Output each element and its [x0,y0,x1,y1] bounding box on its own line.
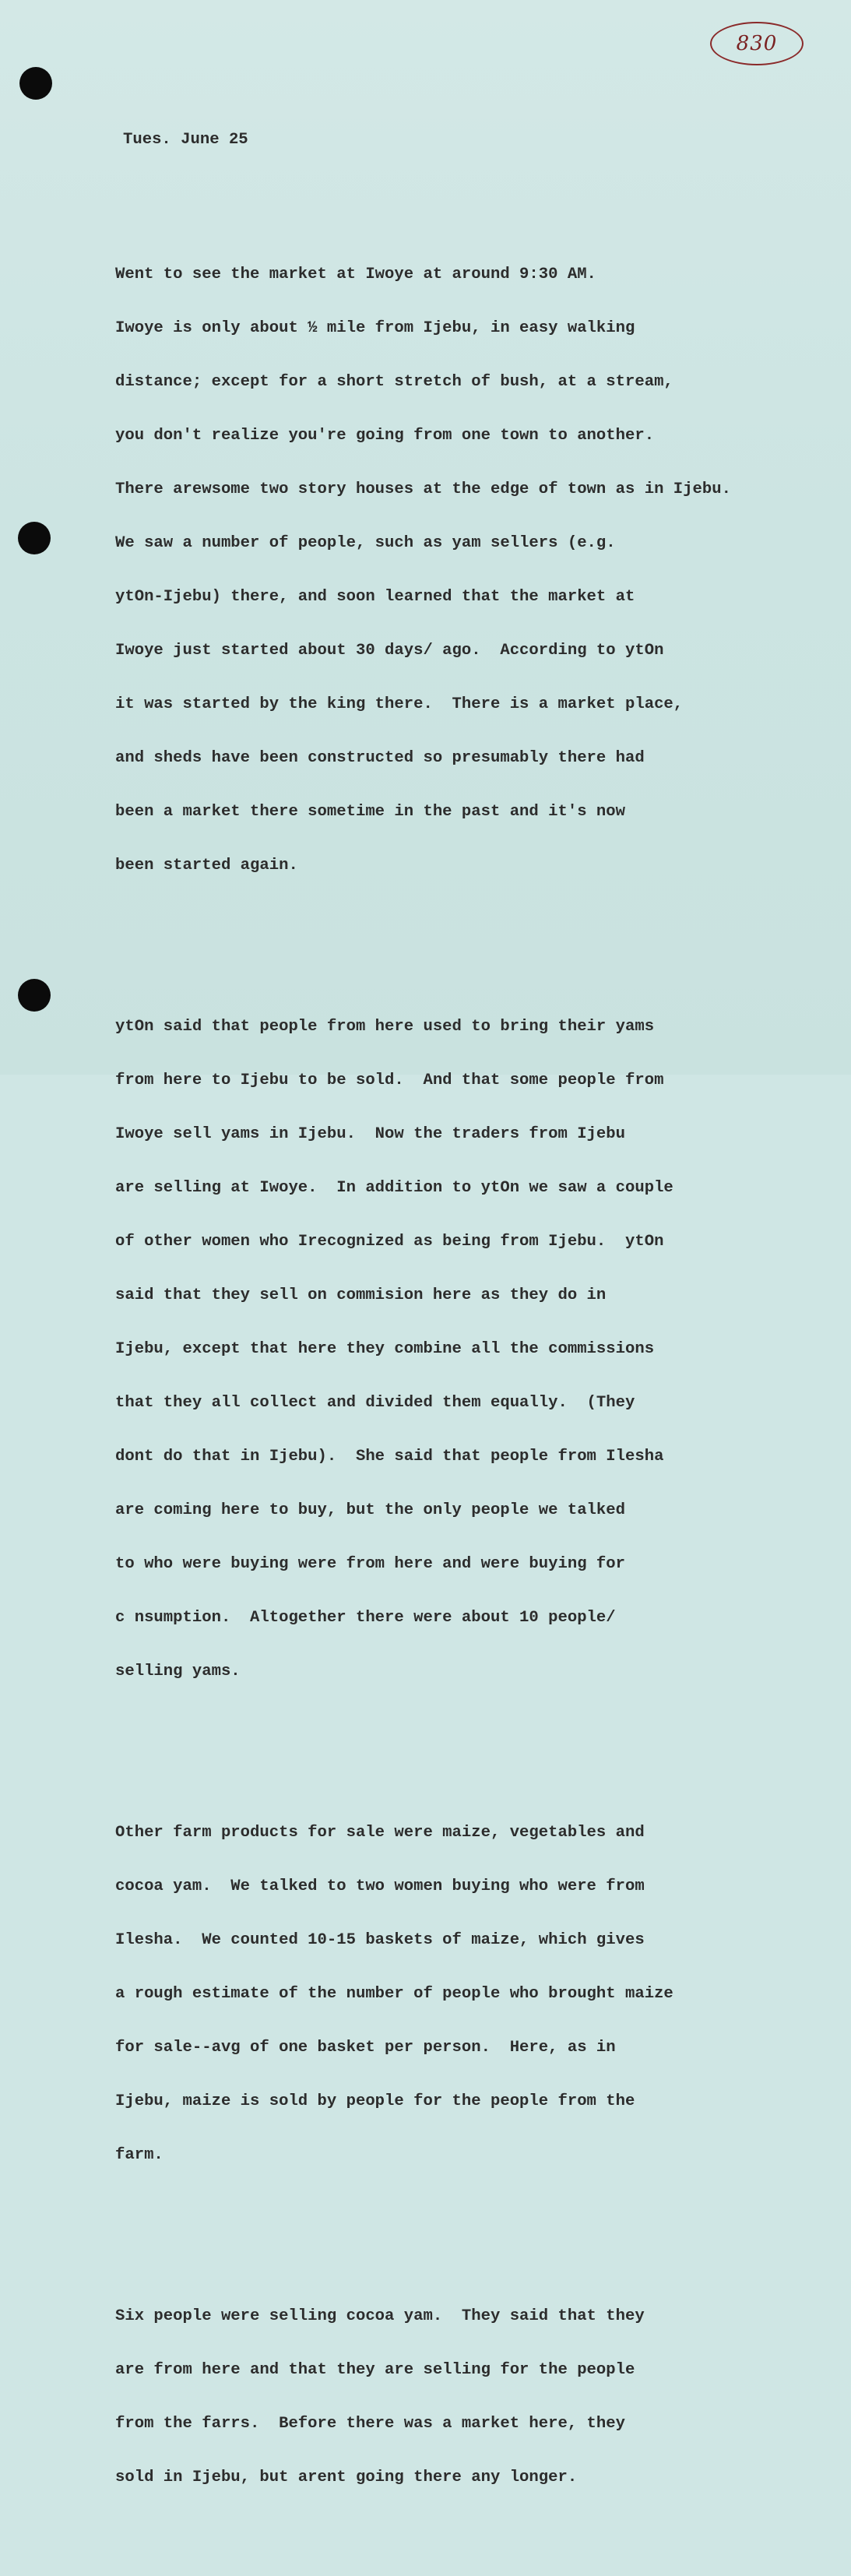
punch-hole-top [19,67,52,100]
paragraph-3 [115,1788,832,2200]
text-line: to who were buying were from here and were buying for [115,1555,625,1573]
text-line: sold in Ijebu, but arent going there any longer. [115,2469,578,2486]
text-line: Other farm products for sale were maize, vegetables and [115,1824,645,1842]
text-line: We saw a number of people, such as yam sellers (e.g. [115,534,616,552]
text-line: c nsumption. Altogether there were about 10 people/ [115,1609,616,1627]
text-line: cocoa yam. We talked to two women buying who were from [115,1877,645,1895]
text-line: of other women who Irecognized as being from Ijebu. ytOn [115,1233,664,1251]
text-line: you don't realize you're going from one town to another. [115,427,655,445]
paragraph-2 [115,982,832,1716]
text-line: Ijebu, maize is sold by people for the people from the [115,2092,635,2110]
text-line: farm. [115,2146,164,2164]
text-line: ytOn-Ijebu) there, and soon learned that the market at [115,588,635,606]
text-line: from here to Ijebu to be sold. And that some people from [115,1072,664,1089]
text-line: ytOn said that people from here used to bring their yams [115,1018,655,1036]
text-line: been a market there sometime in the past and it's now [115,803,625,821]
text-line: are selling at Iwoye. In addition to ytOn we saw a couple [115,1179,673,1197]
paragraph-1 [115,230,832,910]
text-line: dont do that in Ijebu). She said that people from Ilesha [115,1448,664,1466]
text-line: a rough estimate of the number of people who brought maize [115,1985,673,2003]
text-line: Went to see the market at Iwoye at around 9:30 AM. [115,266,596,283]
text-line: that they all collect and divided them equally. (They [115,1394,635,1412]
text-line: Iwoye just started about 30 days/ ago. According to ytOn [115,642,664,660]
page-number: 830 [736,32,778,55]
text-line: There arewsome two story houses at the edge of town as in Ijebu. [115,480,731,498]
text-line: from the farrs. Before there was a market here, they [115,2415,625,2433]
text-line: Ijebu, except that here they combine all the commissions [115,1340,655,1358]
typed-notes [115,95,832,2576]
text-line: and sheds have been constructed so presumably there had [115,749,645,767]
text-line: Six people were selling cocoa yam. They said that they [115,2307,645,2325]
text-line: distance; except for a short stretch of bush, at a stream, [115,373,673,391]
text-line: been started again. [115,857,298,875]
text-line: Iwoye sell yams in Ijebu. Now the traders from Ijebu [115,1125,625,1143]
text-line: selling yams. [115,1663,241,1680]
punch-hole-middle [18,522,51,554]
text-line: Ilesha. We counted 10-15 baskets of maize, which gives [115,1931,645,1949]
text-line: are coming here to buy, but the only people we talked [115,1501,625,1519]
punch-hole-bottom [18,979,51,1012]
page-number-stamp [710,22,804,65]
text-line: Iwoye is only about ½ mile from Ijebu, in easy walking [115,319,635,337]
entry-date: Tues. June 25 [123,131,248,149]
text-line: it was started by the king there. There is a market place, [115,695,684,713]
text-line: are from here and that they are selling for the people [115,2361,635,2379]
text-line: said that they sell on commision here as they do in [115,1286,607,1304]
paragraph-4 [115,2272,832,2522]
text-line: for sale--avg of one basket per person. Here, as in [115,2039,616,2057]
